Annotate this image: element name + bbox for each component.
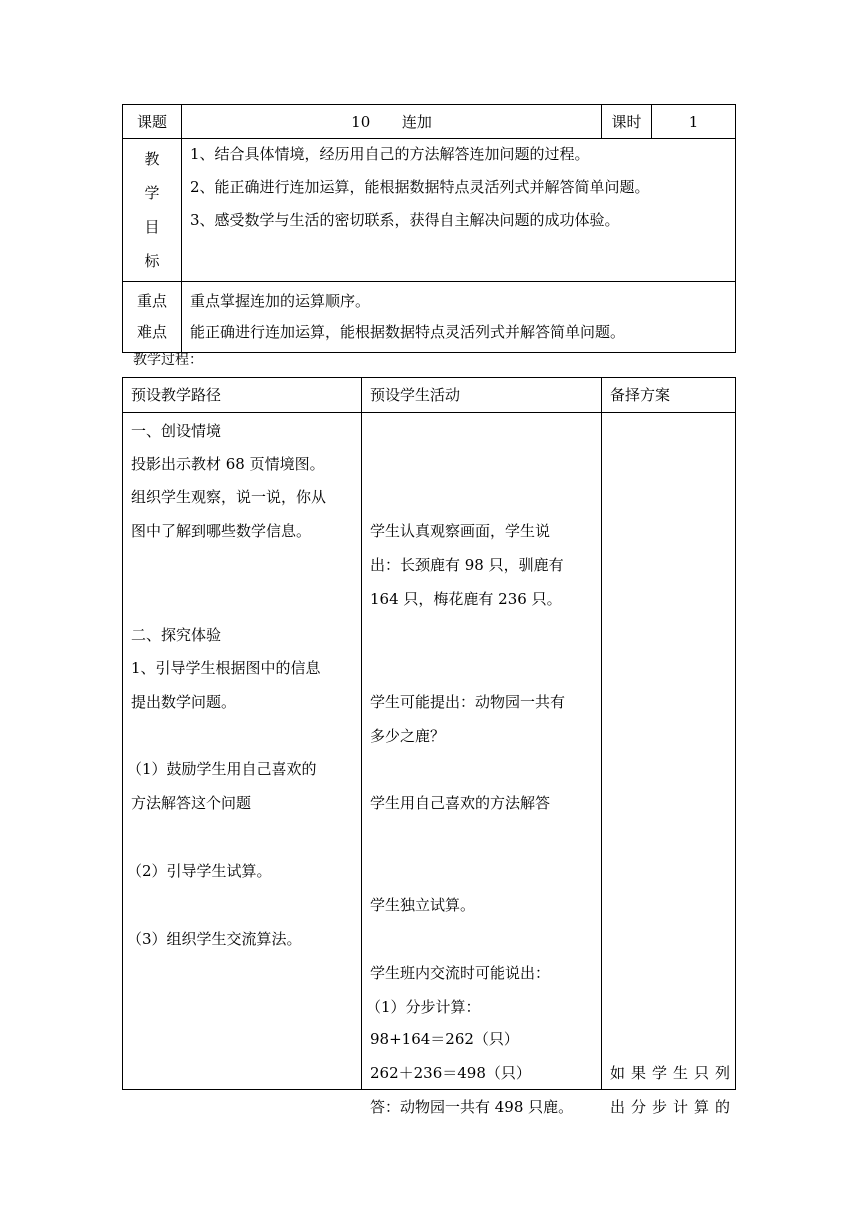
teacher-path-line: 提出数学问题。	[131, 693, 237, 711]
teacher-path-line: （3）组织学生交流算法。	[127, 930, 302, 948]
process-caption: 教学过程：	[133, 352, 203, 368]
student-activity-cell	[362, 413, 602, 1116]
column-header-teacher-path: 预设教学路径	[123, 378, 362, 413]
objectives-label	[123, 139, 182, 282]
student-activity-line: 学生认真观察画面，学生说	[370, 522, 551, 540]
key-points-content	[182, 282, 736, 353]
alternative-cell	[602, 413, 737, 1116]
objective-item: 2、能正确进行连加运算，能根据数据特点灵活列式并解答简单问题。	[190, 178, 650, 196]
objectives-label-char: 标	[144, 252, 160, 270]
period-value: 1	[652, 105, 736, 139]
teacher-path-line: （1）鼓励学生用自己喜欢的	[127, 760, 317, 778]
key-difficulty: 能正确进行连加运算，能根据数据特点灵活列式并解答简单问题。	[190, 323, 626, 341]
lesson-title-cell	[182, 105, 602, 139]
key-points-label-char: 重点	[136, 292, 167, 310]
key-points-label-char: 难点	[136, 323, 167, 341]
column-header-student-activity: 预设学生活动	[362, 378, 602, 413]
objective-item: 1、结合具体情境，经历用自己的方法解答连加问题的过程。	[190, 145, 590, 163]
objectives-label-char: 目	[144, 218, 160, 236]
student-activity-line: 164 只，梅花鹿有 236 只。	[370, 590, 562, 608]
teacher-path-line: 投影出示教材 68 页情境图。	[131, 455, 325, 473]
student-activity-line: 学生独立试算。	[370, 896, 476, 914]
key-points-label	[123, 282, 182, 353]
teacher-path-line: 二、探究体验	[131, 626, 222, 644]
teacher-path-line: （2）引导学生试算。	[127, 862, 272, 880]
student-activity-line: 答：动物园一共有 498 只鹿。	[370, 1098, 574, 1116]
key-focus: 重点掌握连加的运算顺序。	[190, 292, 371, 310]
alternative-line: 如果学生只列	[610, 1064, 737, 1082]
alternative-line: 出分步计算的	[610, 1098, 737, 1116]
student-activity-line: （1）分步计算：	[366, 998, 481, 1016]
objective-item: 3、感受数学与生活的密切联系，获得自主解决问题的成功体验。	[190, 211, 620, 229]
subject-label: 课题	[123, 105, 182, 139]
student-activity-line: 多少之鹿？	[370, 727, 446, 745]
objectives-label-char: 学	[144, 184, 160, 202]
objectives-label-char: 教	[144, 150, 160, 168]
column-header-alternative: 备择方案	[602, 378, 736, 413]
teacher-path-line: 一、创设情境	[131, 422, 222, 440]
teacher-path-line: 1、引导学生根据图中的信息	[131, 659, 321, 677]
student-activity-line: 98+164＝262（只）	[370, 1030, 519, 1048]
lesson-number: 10	[351, 112, 371, 131]
lesson-title: 连加	[401, 112, 432, 131]
student-activity-line: 学生可能提出：动物园一共有	[370, 693, 566, 711]
teacher-path-line: 方法解答这个问题	[131, 794, 252, 812]
teacher-path-cell	[123, 413, 362, 1090]
student-activity-line: 学生用自己喜欢的方法解答	[370, 794, 551, 812]
student-activity-line: 学生班内交流时可能说出：	[370, 964, 551, 982]
student-activity-line: 262＋236＝498（只）	[370, 1064, 531, 1082]
teacher-path-line: 图中了解到哪些数学信息。	[131, 522, 312, 540]
student-activity-line: 出：长颈鹿有 98 只，驯鹿有	[370, 556, 564, 574]
period-label: 课时	[602, 105, 652, 139]
objectives-content	[182, 139, 736, 282]
teaching-process-table	[122, 377, 737, 1116]
lesson-header-table	[122, 104, 736, 353]
teacher-path-line: 组织学生观察，说一说，你从	[131, 488, 327, 506]
